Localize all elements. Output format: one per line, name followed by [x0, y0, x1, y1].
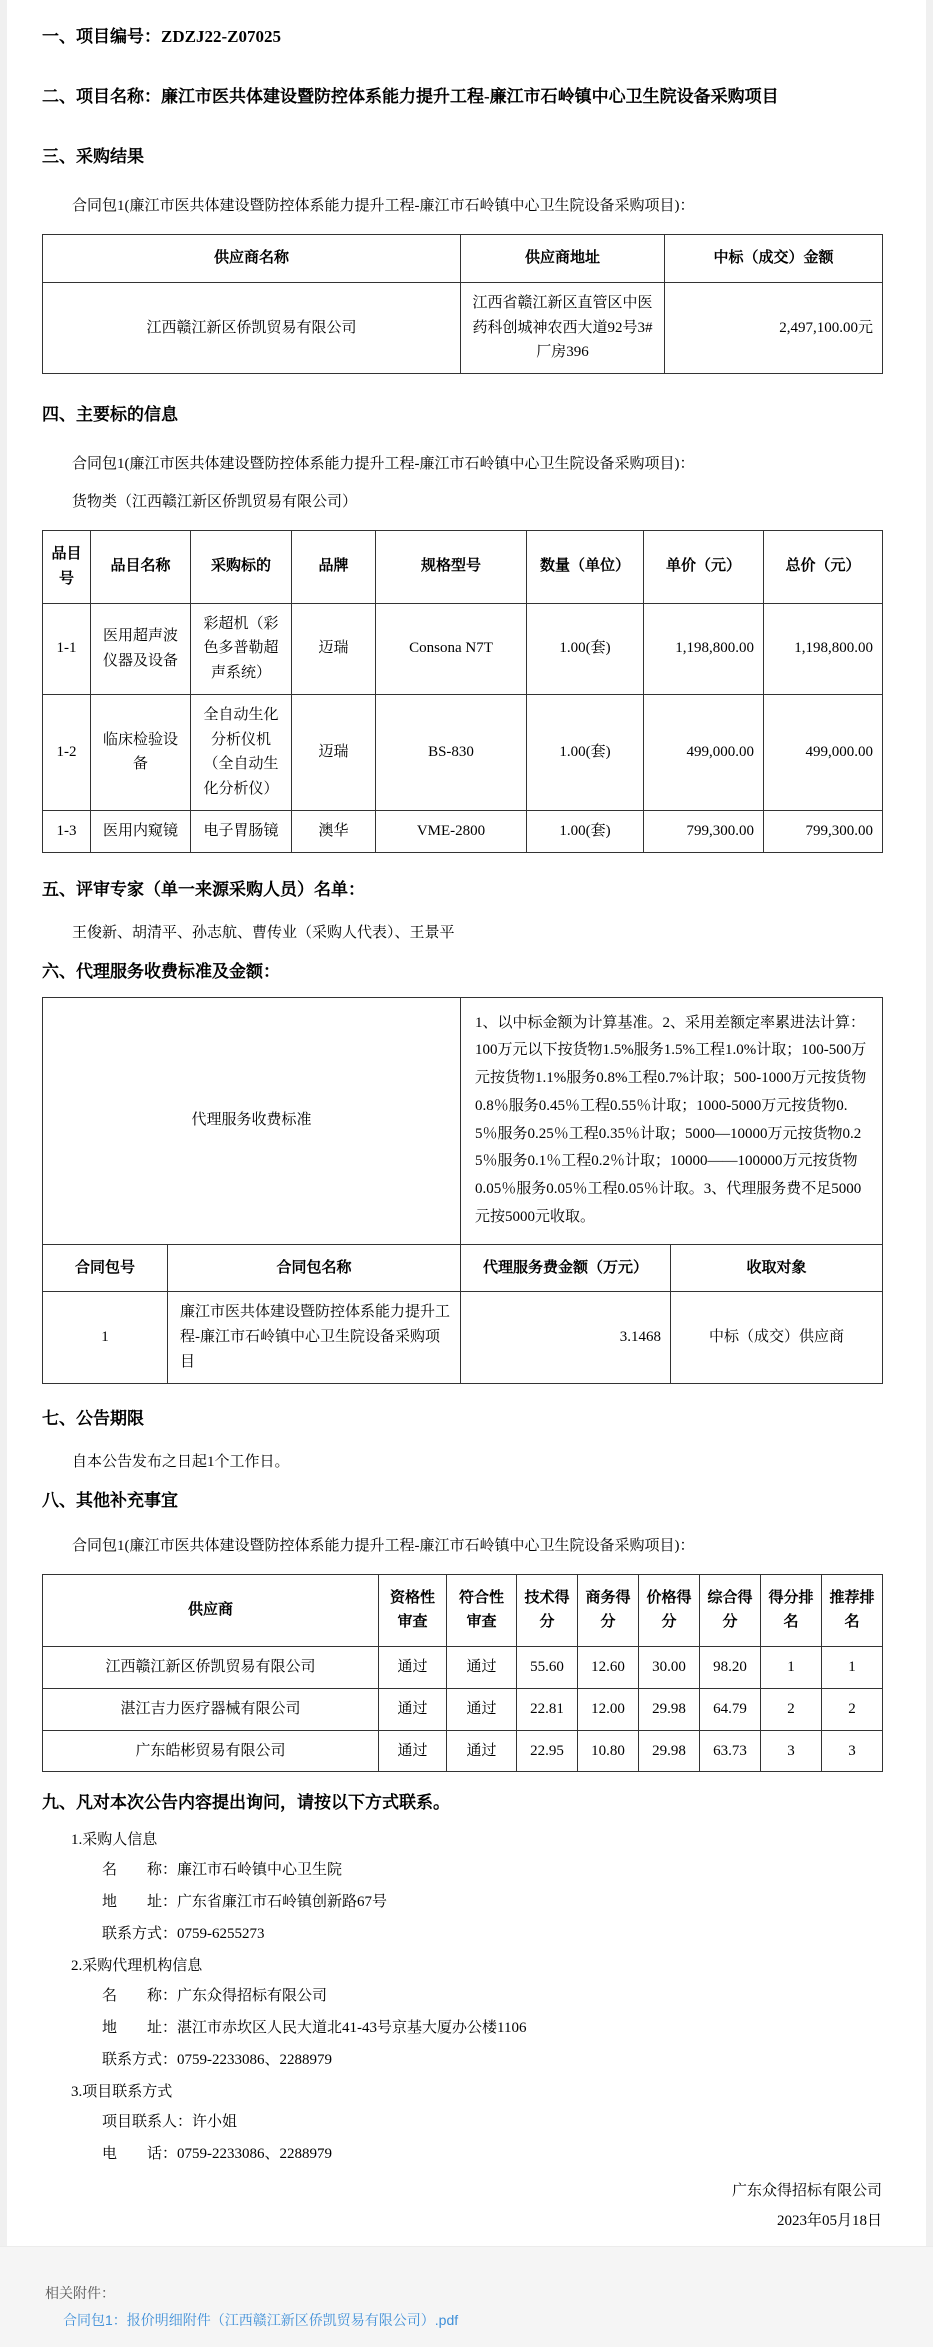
overall-score-cell: 98.20	[700, 1647, 761, 1689]
header-fee-amount: 代理服务费金额（万元）	[461, 1244, 671, 1292]
header-score-rank: 得分排名	[761, 1574, 822, 1647]
result-table-header-row	[43, 235, 883, 283]
evaluation-score-table	[42, 1574, 883, 1773]
project-contact-person: 项目联系人：许小姐	[102, 2114, 238, 2131]
conformity-cell: 通过	[447, 1730, 517, 1772]
item-no-cell: 1-3	[43, 810, 91, 852]
agency-name: 名 称：广东众得招标有限公司	[102, 1988, 328, 2005]
price-score-cell: 30.00	[639, 1647, 700, 1689]
overall-score-cell: 63.73	[700, 1730, 761, 1772]
fee-standard-row	[43, 997, 883, 1244]
signature-block	[42, 2176, 882, 2236]
qualification-cell: 通过	[379, 1647, 447, 1689]
header-conformity-review: 符合性审查	[447, 1574, 517, 1647]
section-6-title: 六、代理服务收费标准及金额：	[42, 961, 280, 981]
qualification-cell: 通过	[379, 1688, 447, 1730]
procurement-result-table	[42, 234, 883, 374]
item-no-cell: 1-1	[43, 603, 91, 694]
spec-cell: VME-2800	[376, 810, 527, 852]
related-attachments-footer	[0, 2246, 933, 2347]
item-row-2	[43, 694, 883, 810]
header-total-price: 总价（元）	[764, 531, 883, 604]
agency-fee-table	[42, 997, 883, 1384]
business-score-cell: 12.60	[578, 1647, 639, 1689]
recommend-rank-cell: 1	[822, 1647, 883, 1689]
supplier-cell: 江西赣江新区侨凯贸易有限公司	[43, 1647, 379, 1689]
quantity-cell: 1.00(套)	[527, 810, 644, 852]
header-package-name: 合同包名称	[168, 1244, 461, 1292]
unit-price-cell: 499,000.00	[644, 694, 764, 810]
qualification-cell: 通过	[379, 1730, 447, 1772]
package-no-cell: 1	[43, 1292, 168, 1383]
score-row-1	[43, 1647, 883, 1689]
unit-price-cell: 799,300.00	[644, 810, 764, 852]
score-table-header-row	[43, 1574, 883, 1647]
bid-items-table	[42, 530, 883, 853]
header-overall-score: 综合得分	[700, 1574, 761, 1647]
header-recommend-rank: 推荐排名	[822, 1574, 883, 1647]
price-score-cell: 29.98	[639, 1688, 700, 1730]
signature-company: 广东众得招标有限公司	[731, 2183, 882, 2200]
header-item-no: 品目号	[43, 531, 91, 604]
brand-cell: 澳华	[292, 810, 376, 852]
score-rank-cell: 2	[761, 1688, 822, 1730]
header-supplier-name: 供应商名称	[43, 235, 461, 283]
purchaser-name: 名 称：廉江市石岭镇中心卫生院	[102, 1862, 343, 1879]
recommend-rank-cell: 3	[822, 1730, 883, 1772]
charged-to-cell: 中标（成交）供应商	[671, 1292, 883, 1383]
signature-date: 2023年05月18日	[776, 2213, 882, 2230]
section-3-title: 三、采购结果	[42, 147, 144, 166]
agency-address: 地 址：湛江市赤坎区人民大道北41-43号京基大厦办公楼1106	[102, 2020, 527, 2037]
section-4-package-intro: 合同包1(廉江市医共体建设暨防控体系能力提升工程-廉江市石岭镇中心卫生院设备采购项目)：	[72, 456, 695, 472]
header-price-score: 价格得分	[639, 1574, 700, 1647]
purchaser-info-title: 1.采购人信息	[71, 1832, 158, 1849]
section-4-category: 货物类（江西赣江新区侨凯贸易有限公司）	[72, 494, 358, 510]
score-row-2	[43, 1688, 883, 1730]
header-qualification-review: 资格性审查	[379, 1574, 447, 1647]
spec-cell: BS-830	[376, 694, 527, 810]
total-price-cell: 799,300.00	[764, 810, 883, 852]
item-name-cell: 临床检验设备	[91, 694, 191, 810]
technical-score-cell: 55.60	[517, 1647, 578, 1689]
quantity-cell: 1.00(套)	[527, 694, 644, 810]
attachment-link[interactable]: 合同包1：报价明细附件（江西赣江新区侨凯贸易有限公司）.pdf	[63, 2312, 459, 2329]
expert-names: 王俊新、胡清平、孙志航、曹传业（采购人代表）、王景平	[72, 924, 455, 941]
award-amount-cell: 2,497,100.00元	[665, 282, 883, 373]
total-price-cell: 1,198,800.00	[764, 603, 883, 694]
score-row-3	[43, 1730, 883, 1772]
header-supplier: 供应商	[43, 1574, 379, 1647]
supplier-cell: 湛江吉力医疗器械有限公司	[43, 1688, 379, 1730]
agency-phone: 联系方式：0759-2233086、2288979	[102, 2052, 332, 2069]
fee-amount-cell: 3.1468	[461, 1292, 671, 1383]
item-name-cell: 医用超声波仪器及设备	[91, 603, 191, 694]
header-award-amount: 中标（成交）金额	[665, 235, 883, 283]
fee-standard-label-cell: 代理服务收费标准	[43, 997, 461, 1244]
score-rank-cell: 3	[761, 1730, 822, 1772]
purchaser-phone: 联系方式：0759-6255273	[102, 1926, 265, 1943]
header-charged-to: 收取对象	[671, 1244, 883, 1292]
package-name-cell: 廉江市医共体建设暨防控体系能力提升工程-廉江市石岭镇中心卫生院设备采购项目	[168, 1292, 461, 1383]
section-5-title: 五、评审专家（单一来源采购人员）名单：	[42, 879, 365, 899]
section-7-title: 七、公告期限	[42, 1408, 144, 1428]
header-item-name: 品目名称	[91, 531, 191, 604]
section-1-project-number: 一、项目编号：ZDZJ22-Z07025	[42, 27, 281, 46]
brand-cell: 迈瑞	[292, 603, 376, 694]
brand-cell: 迈瑞	[292, 694, 376, 810]
supplier-address-cell: 江西省赣江新区直管区中医药科创城神农西大道92号3#厂房396	[461, 282, 665, 373]
agency-info-title: 2.采购代理机构信息	[71, 1958, 203, 1975]
header-quantity: 数量（单位）	[527, 531, 644, 604]
header-brand: 品牌	[292, 531, 376, 604]
item-row-3	[43, 810, 883, 852]
total-price-cell: 499,000.00	[764, 694, 883, 810]
overall-score-cell: 64.79	[700, 1688, 761, 1730]
business-score-cell: 10.80	[578, 1730, 639, 1772]
project-contact-title: 3.项目联系方式	[71, 2084, 173, 2101]
purchaser-address: 地 址：广东省廉江市石岭镇创新路67号	[102, 1894, 388, 1911]
items-table-header-row	[43, 531, 883, 604]
attachments-label: 相关附件：	[45, 2285, 115, 2302]
fee-table-header-row	[43, 1244, 883, 1292]
score-rank-cell: 1	[761, 1647, 822, 1689]
document-sheet	[7, 0, 926, 2246]
supplier-cell: 广东皓彬贸易有限公司	[43, 1730, 379, 1772]
section-8-title: 八、其他补充事宜	[42, 1490, 178, 1510]
price-score-cell: 29.98	[639, 1730, 700, 1772]
result-table-row	[43, 282, 883, 373]
section-4-title: 四、主要标的信息	[42, 405, 178, 424]
supplier-name-cell: 江西赣江新区侨凯贸易有限公司	[43, 282, 461, 373]
subject-cell: 彩超机（彩色多普勒超声系统）	[191, 603, 292, 694]
subject-cell: 全自动生化分析仪机（全自动生化分析仪）	[191, 694, 292, 810]
quantity-cell: 1.00(套)	[527, 603, 644, 694]
fee-table-row	[43, 1292, 883, 1383]
announcement-period-text: 自本公告发布之日起1个工作日。	[72, 1453, 290, 1470]
conformity-cell: 通过	[447, 1688, 517, 1730]
business-score-cell: 12.00	[578, 1688, 639, 1730]
unit-price-cell: 1,198,800.00	[644, 603, 764, 694]
subject-cell: 电子胃肠镜	[191, 810, 292, 852]
header-supplier-address: 供应商地址	[461, 235, 665, 283]
header-unit-price: 单价（元）	[644, 531, 764, 604]
header-procurement-subject: 采购标的	[191, 531, 292, 604]
section-9-title: 九、凡对本次公告内容提出询问，请按以下方式联系。	[42, 1793, 450, 1813]
technical-score-cell: 22.95	[517, 1730, 578, 1772]
header-technical-score: 技术得分	[517, 1574, 578, 1647]
item-row-1	[43, 603, 883, 694]
item-no-cell: 1-2	[43, 694, 91, 810]
project-contact-phone: 电 话：0759-2233086、2288979	[102, 2146, 332, 2163]
section-2-project-name: 二、项目名称：廉江市医共体建设暨防控体系能力提升工程-廉江市石岭镇中心卫生院设备采购项目	[42, 87, 779, 106]
header-spec-model: 规格型号	[376, 531, 527, 604]
fee-standard-text-cell: 1、以中标金额为计算基准。2、采用差额定率累进法计算：100万元以下按货物1.5%服务1.5%工程1.0%计取；100-500万元按货物1.1%服务0.8%工程0.7%计取；500-1000万元按货物0.8％服务0.45％工程0.55％计取；1000-5000万元按货物0.5％服务0.25％工程0.35％计取；5000—10000万元按货物0.25％服务0.1％工程0.2％计取；10000——100000万元按货物0.05％服务0.05％工程0.05％计取。3、代理服务费不足5000元按5000元收取。	[461, 997, 883, 1244]
header-business-score: 商务得分	[578, 1574, 639, 1647]
spec-cell: Consona N7T	[376, 603, 527, 694]
recommend-rank-cell: 2	[822, 1688, 883, 1730]
section-8-package-intro: 合同包1(廉江市医共体建设暨防控体系能力提升工程-廉江市石岭镇中心卫生院设备采购项目)：	[72, 1537, 695, 1554]
item-name-cell: 医用内窥镜	[91, 810, 191, 852]
section-3-package-intro: 合同包1(廉江市医共体建设暨防控体系能力提升工程-廉江市石岭镇中心卫生院设备采购项目)：	[72, 198, 695, 214]
conformity-cell: 通过	[447, 1647, 517, 1689]
header-package-no: 合同包号	[43, 1244, 168, 1292]
technical-score-cell: 22.81	[517, 1688, 578, 1730]
